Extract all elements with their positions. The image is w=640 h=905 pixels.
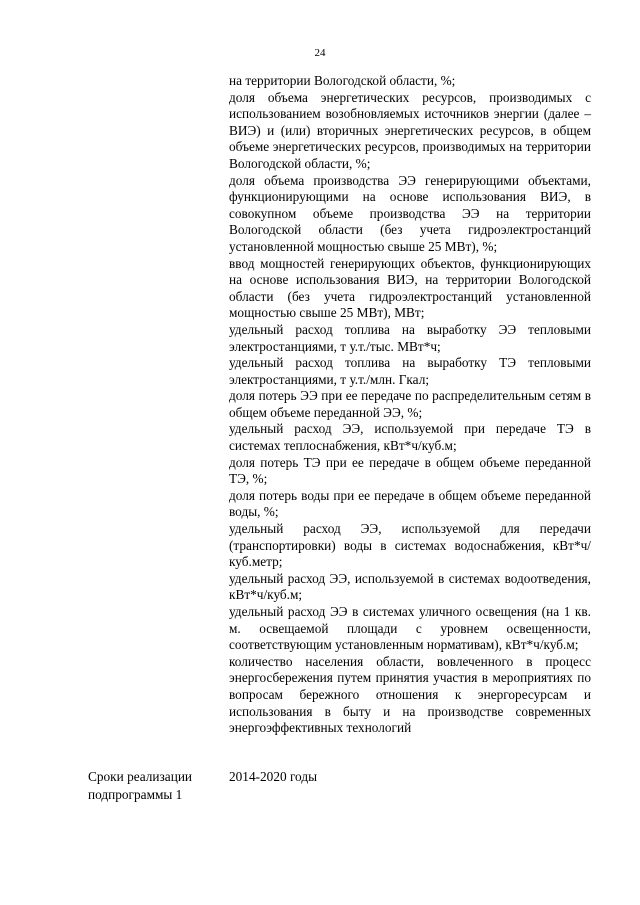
indicator-item: доля объема энергетических ресурсов, производимых с использованием возобновляемых источников энергии (далее – ВИЭ) и (или) вторичных энергетических ресурсов, в общем объеме энергетических ресурсов, производимых на территории Вологодской области, %; [229, 89, 591, 171]
indicator-item: удельный расход топлива на выработку ЭЭ тепловыми электростанциями, т у.т./тыс. МВт*ч; [229, 321, 591, 354]
page-number: 24 [314, 47, 326, 59]
indicator-item: доля потерь ТЭ при ее передаче в общем объеме переданной ТЭ, %; [229, 454, 591, 487]
indicator-item: удельный расход ЭЭ, используемой при передаче ТЭ в системах теплоснабжения, кВт*ч/куб.м; [229, 421, 591, 454]
implementation-period-label: Сроки реализации подпрограммы 1 [88, 769, 193, 802]
indicator-item: количество населения области, вовлеченного в процесс энергосбережения путем принятия участия в мероприятиях по вопросам бережного отношения к энергоресурсам и использования в быту и на производстве современных энергоэффективных технологий [229, 653, 591, 736]
indicator-item: на территории Вологодской области, %; [229, 73, 456, 88]
indicator-item: удельный расход топлива на выработку ТЭ тепловыми электростанциями, т у.т./млн. Гкал; [229, 355, 591, 387]
implementation-period-value: 2014-2020 годы [229, 769, 318, 784]
indicator-list [229, 73, 591, 737]
indicator-item: доля потерь воды при ее передаче в общем объеме переданной воды, %; [229, 487, 591, 520]
indicator-item: удельный расход ЭЭ в системах уличного освещения (на 1 кв. м. освещаемой площади с уровнем освещенности, соответствующим установленным нормативам), кВт*ч/куб.м; [229, 604, 591, 653]
indicator-item: удельный расход ЭЭ, используемой для передачи (транспортировки) воды в системах водоснабжения, кВт*ч/куб.метр; [229, 521, 591, 570]
indicator-item: удельный расход ЭЭ, используемой в системах водоотведения, кВт*ч/куб.м; [229, 570, 591, 603]
indicator-item: доля потерь ЭЭ при ее передаче по распределительным сетям в общем объеме переданной ЭЭ, %; [229, 388, 591, 420]
indicator-item: доля объема производства ЭЭ генерирующими объектами, функционирующими на основе использования ВИЭ, в совокупном объеме производства ЭЭ на территории Вологодской области (без учета гидроэлектростанций установленной мощностью свыше 25 МВт), %; [229, 172, 591, 254]
indicator-item: ввод мощностей генерирующих объектов, функционирующих на основе использования ВИЭ, на территории Вологодской области (без учета гидроэлектростанций установленной мощностью свыше 25 МВт), МВт; [229, 255, 591, 321]
